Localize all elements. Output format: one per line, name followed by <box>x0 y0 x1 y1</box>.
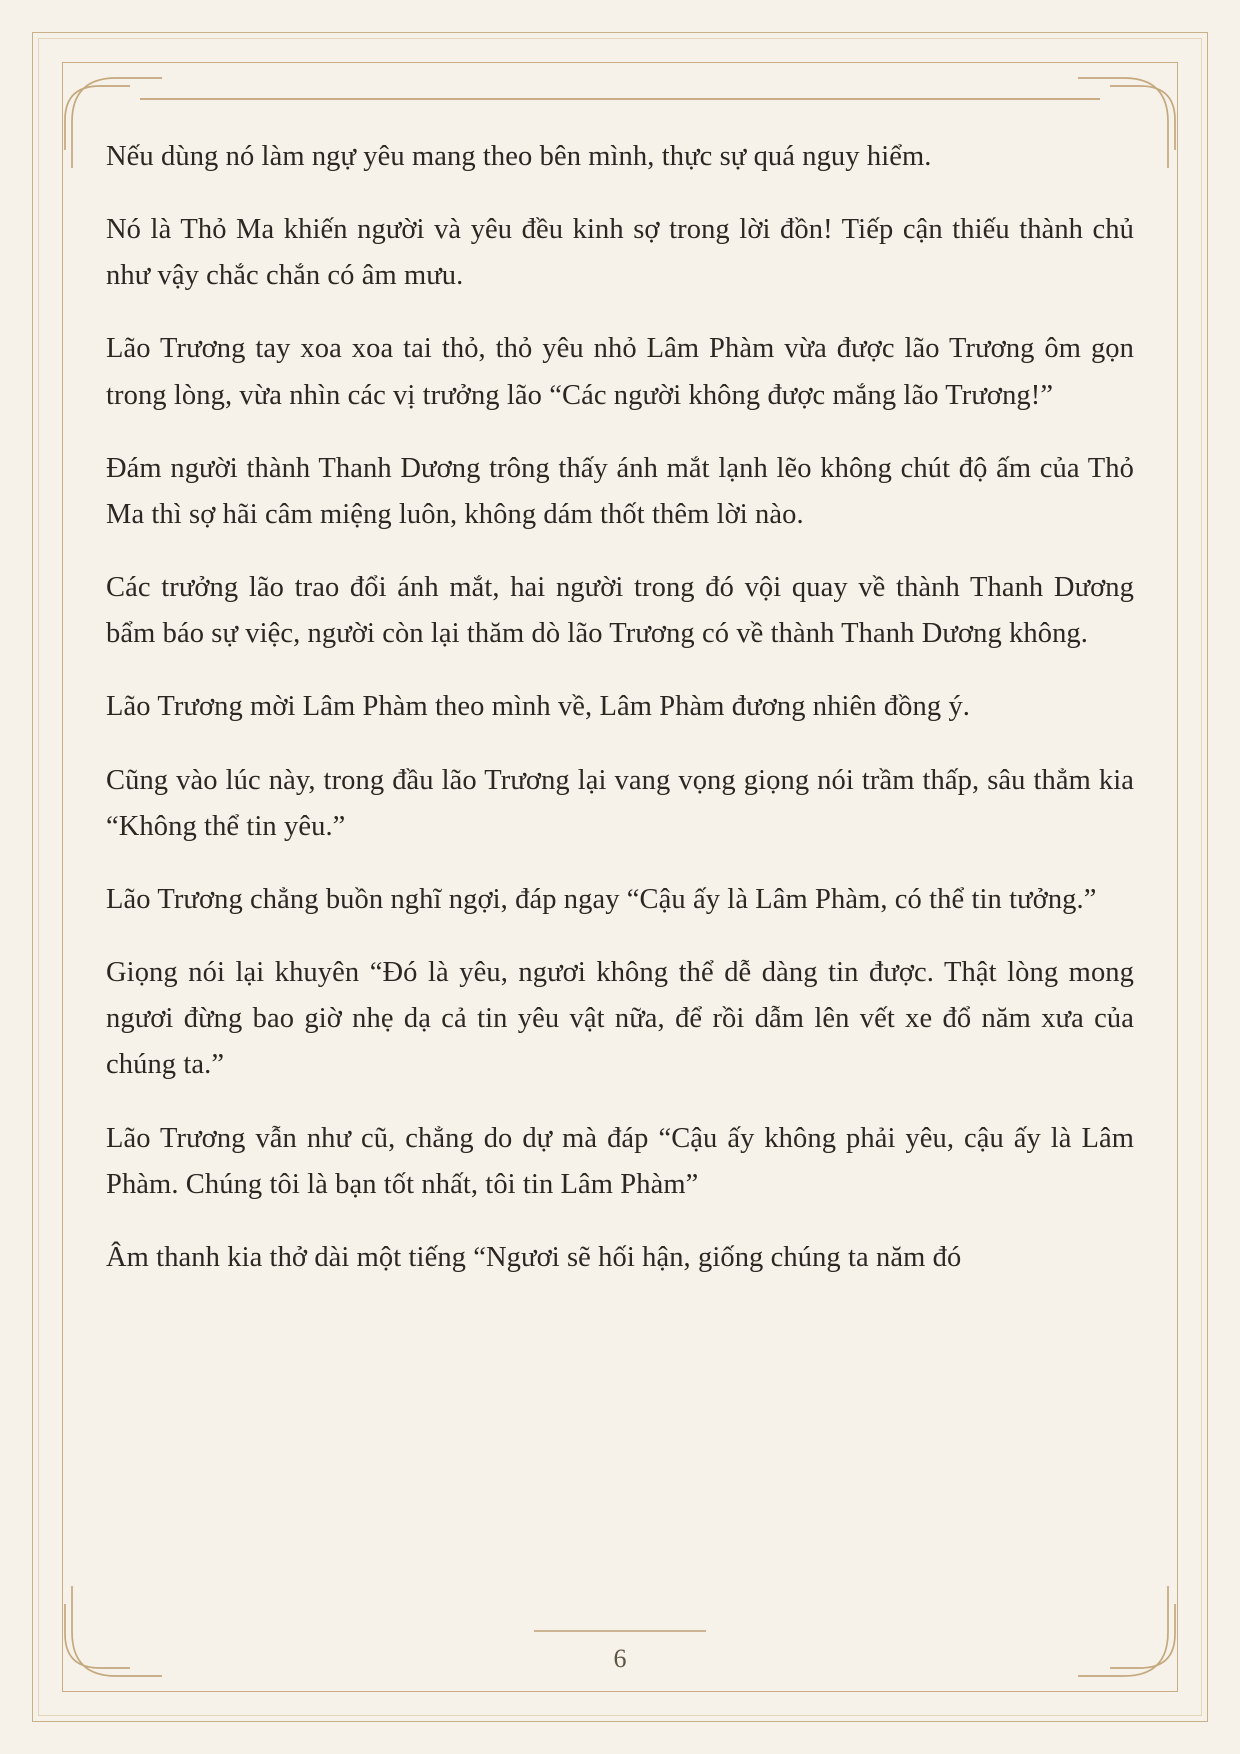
paragraph: Lão Trương vẫn như cũ, chẳng do dự mà đáp “Cậu ấy không phải yêu, cậu ấy là Lâm Phàm. Chúng tôi là bạn tốt nhất, tôi tin Lâm Phàm” <box>106 1122 1134 1200</box>
footer-divider <box>534 1630 706 1632</box>
paragraph: Âm thanh kia thở dài một tiếng “Ngươi sẽ hối hận, giống chúng ta năm đó <box>106 1241 962 1273</box>
paragraph: Nếu dùng nó làm ngự yêu mang theo bên mình, thực sự quá nguy hiểm. <box>106 141 932 172</box>
paragraph: Lão Trương tay xoa xoa tai thỏ, thỏ yêu nhỏ Lâm Phàm vừa được lão Trương ôm gọn trong lòng, vừa nhìn các vị trưởng lão “Các người không được mắng lão Trương!” <box>106 333 1134 411</box>
paragraph: Cũng vào lúc này, trong đầu lão Trương lại vang vọng giọng nói trầm thấp, sâu thẳm kia “Không thể tin yêu.” <box>106 764 1134 842</box>
paragraph: Nó là Thỏ Ma khiến người và yêu đều kinh sợ trong lời đồn! Tiếp cận thiếu thành chủ như vậy chắc chắn có âm mưu. <box>106 214 1134 292</box>
page-content <box>104 62 1136 1692</box>
paragraph: Lão Trương chẳng buồn nghĩ ngợi, đáp ngay “Cậu ấy là Lâm Phàm, có thể tin tưởng.” <box>106 883 1097 915</box>
paragraph: Đám người thành Thanh Dương trông thấy ánh mắt lạnh lẽo không chút độ ấm của Thỏ Ma thì sợ hãi câm miệng luôn, không dám thốt thêm lời nào. <box>106 452 1134 530</box>
paragraph: Lão Trương mời Lâm Phàm theo mình về, Lâm Phàm đương nhiên đồng ý. <box>106 691 971 723</box>
page-number: 6 <box>613 1644 627 1673</box>
body-text <box>104 100 1136 1630</box>
paragraph: Giọng nói lại khuyên “Đó là yêu, ngươi không thể dễ dàng tin được. Thật lòng mong ngươi đừng bao giờ nhẹ dạ cả tin yêu vật nữa, để rồi dẫm lên vết xe đổ năm xưa của chúng ta.” <box>106 957 1134 1081</box>
page-footer <box>104 1630 1136 1692</box>
paragraph: Các trưởng lão trao đổi ánh mắt, hai người trong đó vội quay về thành Thanh Dương bẩm báo sự việc, người còn lại thăm dò lão Trương có về thành Thanh Dương không. <box>106 572 1134 650</box>
